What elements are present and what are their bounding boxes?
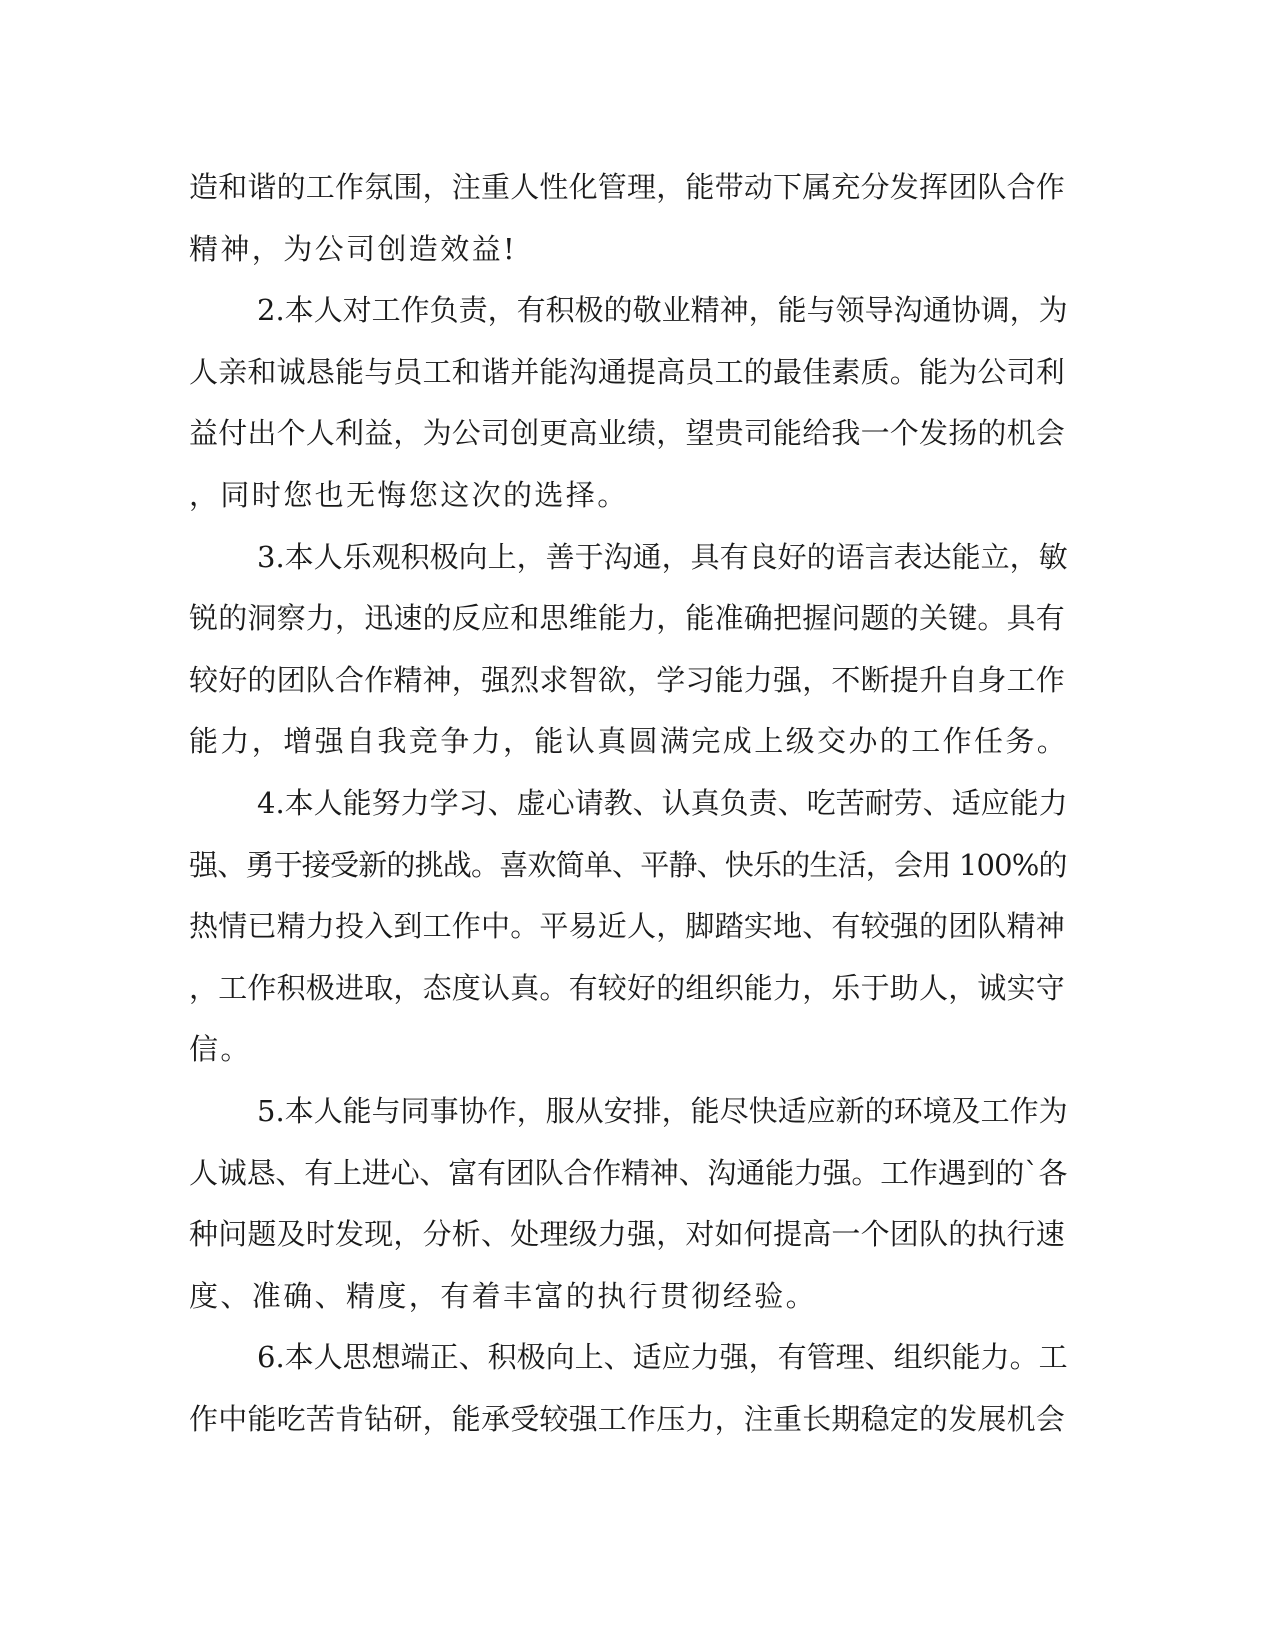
text-line: 信。 <box>189 1032 252 1067</box>
document-body <box>189 157 1069 1450</box>
paragraph-start-line: 4.本人能努力学习、虚心请教、认真负责、吃苦耐劳、适应能力 <box>257 785 1068 820</box>
text-line: 人亲和诚恳能与员工和谐并能沟通提高员工的最佳素质。能为公司利 <box>189 354 1066 389</box>
text-line: 度、准确、精度，有着丰富的执行贯彻经验。 <box>189 1278 818 1313</box>
text-line: 能力，增强自我竞争力，能认真圆满完成上级交办的工作任务。 <box>189 724 1069 759</box>
text-line: 热情已精力投入到工作中。平易近人，脚踏实地、有较强的团队精神 <box>189 909 1066 944</box>
text-line: ，同时您也无悔您这次的选择。 <box>189 477 629 512</box>
text-line: ，工作积极进取，态度认真。有较好的组织能力，乐于助人，诚实守 <box>189 970 1066 1005</box>
paragraph-start-line: 6.本人思想端正、积极向上、适应力强，有管理、组织能力。工 <box>257 1340 1068 1375</box>
text-line: 精神，为公司创造效益! <box>189 231 518 266</box>
text-line: 造和谐的工作氛围，注重人性化管理，能带动下属充分发挥团队合作 <box>189 170 1066 204</box>
text-line: 锐的洞察力，迅速的反应和思维能力，能准确把握问题的关键。具有 <box>189 601 1066 636</box>
paragraph-start-line: 3.本人乐观积极向上，善于沟通，具有良好的语言表达能立，敏 <box>257 539 1068 574</box>
paragraph-start-line: 2.本人对工作负责，有积极的敬业精神，能与领导沟通协调，为 <box>257 293 1068 328</box>
text-line: 较好的团队合作精神，强烈求智欲，学习能力强，不断提升自身工作 <box>189 662 1066 697</box>
text-line: 作中能吃苦肯钻研，能承受较强工作压力，注重长期稳定的发展机会 <box>189 1401 1066 1436</box>
paragraph-start-line: 5.本人能与同事协作，服从安排，能尽快适应新的环境及工作为 <box>257 1093 1068 1128</box>
text-line: 益付出个人利益，为公司创更高业绩，望贵司能给我一个发扬的机会 <box>189 416 1066 451</box>
text-line: 人诚恳、有上进心、富有团队合作精神、沟通能力强。工作遇到的`各 <box>189 1155 1068 1190</box>
text-line: 强、勇于接受新的挑战。喜欢简单、平静、快乐的生活，会用 100%的 <box>189 847 1067 882</box>
text-line: 种问题及时发现，分析、处理级力强，对如何提高一个团队的执行速 <box>189 1217 1066 1252</box>
